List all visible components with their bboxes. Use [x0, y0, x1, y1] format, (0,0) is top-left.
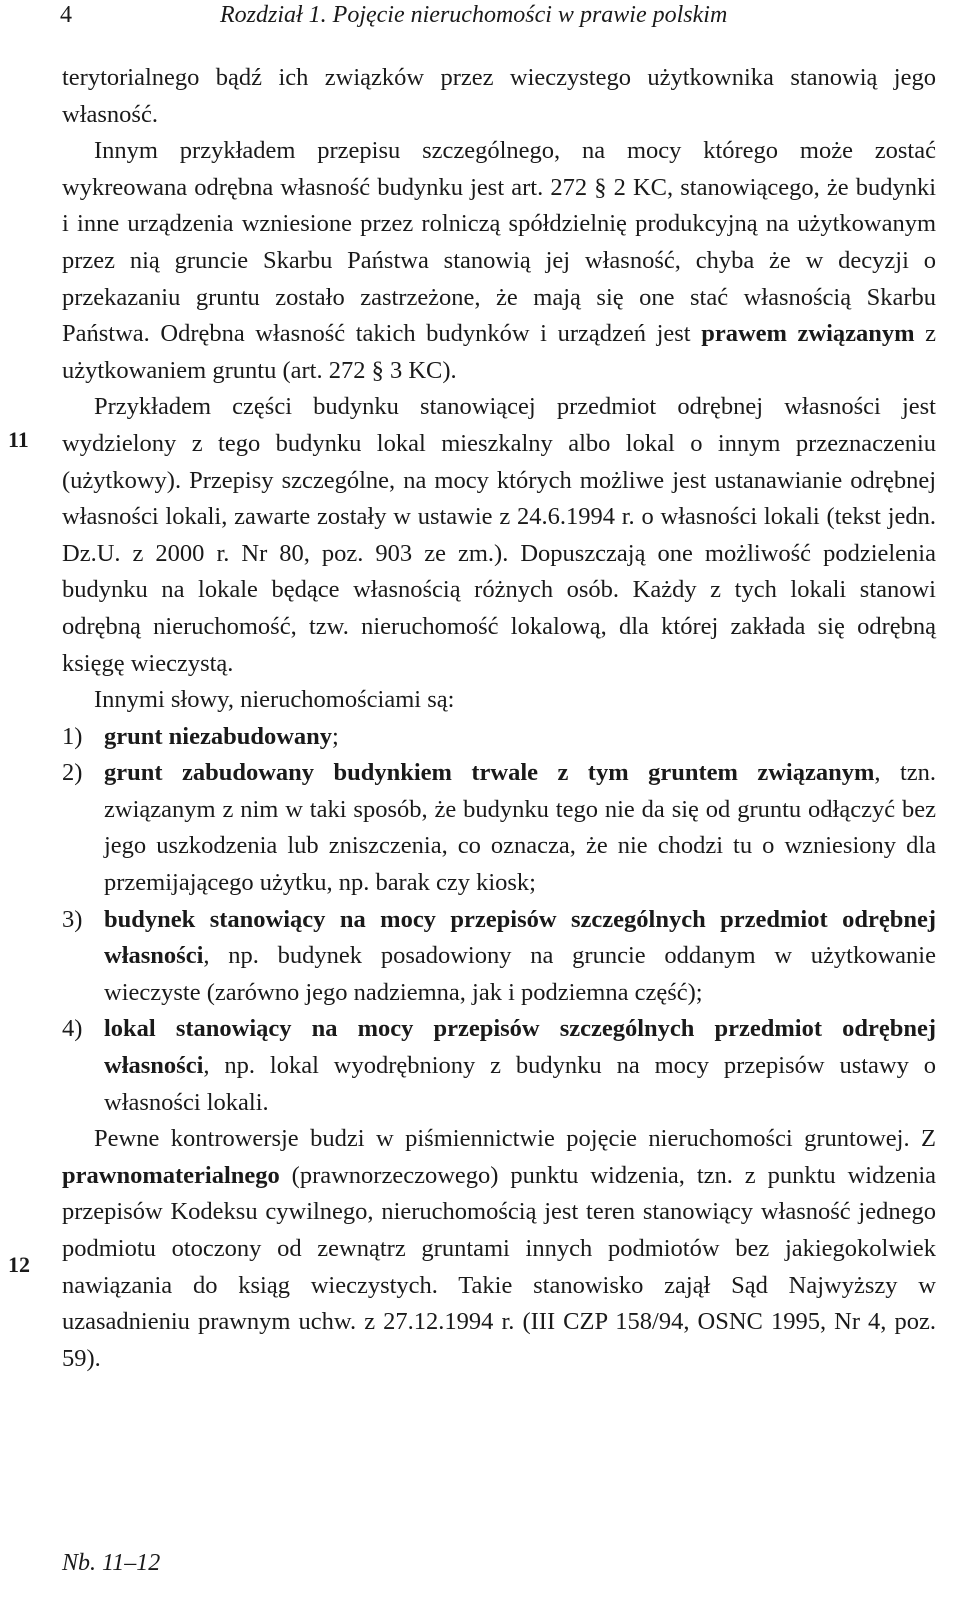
running-title: Rozdział 1. Pojęcie nieruchomości w prawie polskim	[220, 2, 728, 28]
list-item	[62, 1011, 936, 1121]
paragraph-text: z użytkowaniem gruntu (art. 272 § 3 KC).	[62, 320, 937, 384]
margin-number-12: 12	[8, 1252, 30, 1277]
paragraph-list-intro: Innymi słowy, nieruchomościami są:	[94, 686, 455, 714]
list-item-text: , np. lokal wyodrębniony z budynku na mocy przepisów ustawy o własności lokali.	[104, 1052, 936, 1116]
list-item-term: lokal stanowiący na mocy przepisów szczególnych przedmiot odrębnej własności	[104, 1015, 936, 1080]
list-item-number: 4)	[62, 1015, 83, 1043]
list-item	[62, 902, 936, 1012]
property-types-list	[62, 719, 936, 1122]
list-item-term: grunt niezabudowany	[104, 722, 333, 750]
list-item-text: , tzn. związanym z nim w taki sposób, że budynku tego nie da się od gruntu odłączyć bez jego uszkodzenia lub zniszczenia, co oznacza, że nie chodzi tu o wzniesiony dla przemijającego użytku, np. barak czy kiosk;	[104, 759, 936, 897]
paragraph-lokal: Przykładem części budynku stanowiącej przedmiot odrębnej własności jest wydzielony z tego budynku lokal mieszkalny albo lokal o innym przeznaczeniu (użytkowy). Przepisy szczególne, na mocy których możliwe jest ustanawianie odrębnej własności lokali, zawarte zostały w ustawie z 24.6.1994 r. o własności lokali (tekst jedn. Dz.U. z 2000 r. Nr 80, poz. 903 ze zm.). Dopuszczają one możliwość podzielenia budynku na lokale będące własnością różnych osób. Każdy z tych lokali stanowi odrębną nieruchomość, tzw. nieruchomość lokalową, dla której zakłada się odrębną księgę wieczystą.	[62, 393, 936, 677]
body-text	[62, 60, 936, 1377]
marginal-number-reference: Nb. 11–12	[62, 1550, 161, 1576]
paragraph-continuation: terytorialnego bądź ich związków przez wieczystego użytkownika stanowią jego własność.	[62, 64, 936, 128]
list-item-text: ;	[332, 722, 339, 750]
list-item-number: 1)	[62, 722, 83, 750]
list-item-number: 2)	[62, 759, 83, 787]
list-item-text: , np. budynek posadowiony na gruncie oddanym w użytkowanie wieczyste (zarówno jego nadziemna, jak i podziemna część);	[104, 942, 936, 1006]
paragraph-text: Innym przykładem przepisu szczególnego, na mocy którego może zostać wykreowana odrębna własność budynku jest art. 272 § 2 KC, stanowiącego, że budynki i inne urządzenia wzniesione przez rolniczą spółdzielnię produkcyjną na użytkowanym przez nią gruncie Skarbu Państwa stanowią jej własność, chyba że w decyzji o przekazaniu gruntu zostało zastrzeżone, że mają się one stać własnością Skarbu Państwa. Odrębna własność takich budynków i urządzeń jest	[62, 137, 936, 348]
paragraph-text: Pewne kontrowersje budzi w piśmiennictwie pojęcie nieruchomości gruntowej. Z	[94, 1125, 936, 1153]
paragraph-text: (prawnorzeczowego) punktu widzenia, tzn. z punktu widzenia przepisów Kodeksu cywilnego, nieruchomością jest teren stanowiący własność jednego podmiotu otoczony od zewnątrz gruntami innych podmiotów bez jakiegokolwiek nawiązania do ksiąg wieczystych. Takie stanowisko zajął Sąd Najwyższy w uzasadnieniu prawnym uchw. z 27.12.1994 r. (III CZP 158/94, OSNC 1995, Nr 4, poz. 59).	[62, 1161, 936, 1372]
list-item-term: grunt zabudowany budynkiem trwale z tym gruntem związanym	[104, 759, 875, 787]
bold-term: prawem związanym	[701, 320, 915, 348]
list-item	[62, 755, 936, 901]
margin-number-11: 11	[8, 427, 29, 452]
page-header	[60, 0, 940, 40]
list-item-term: budynek stanowiący na mocy przepisów szczególnych przedmiot odrębnej własności	[104, 905, 936, 970]
list-item-number: 3)	[62, 905, 83, 933]
paragraph-art-272	[62, 133, 936, 389]
paragraph-grunt	[62, 1121, 936, 1377]
bold-term: prawnomaterialnego	[62, 1161, 280, 1189]
page-number: 4	[60, 2, 72, 28]
list-item	[62, 719, 936, 756]
